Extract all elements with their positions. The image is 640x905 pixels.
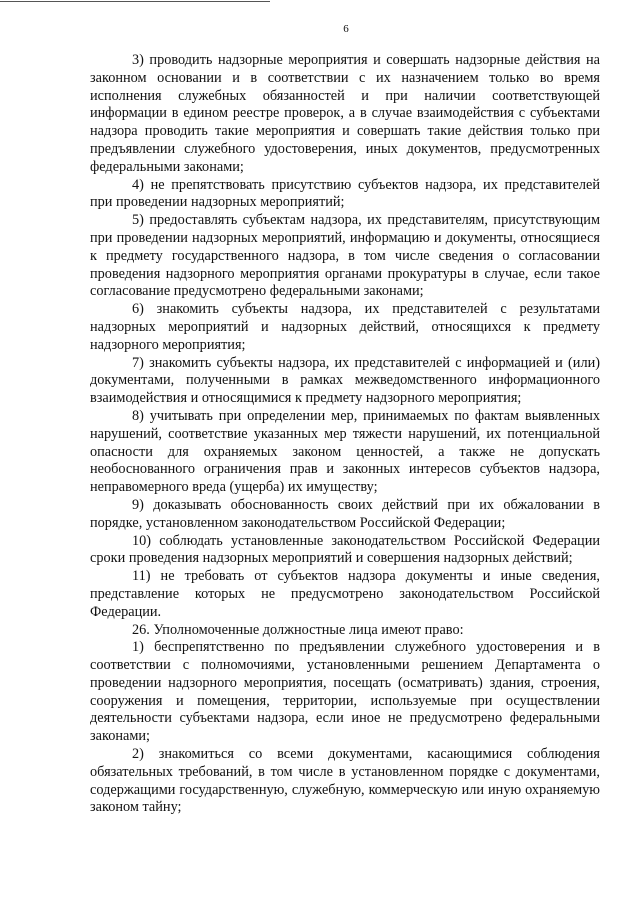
paragraph-item-4: 4) не препятствовать присутствию субъектов надзора, их представителей при проведении надзорных мероприятий; — [90, 176, 600, 211]
section-26-heading: 26. Уполномоченные должностные лица имеют право: — [132, 621, 464, 638]
document-body — [90, 52, 600, 817]
paragraph-item-8: 8) учитывать при определении мер, принимаемых по фактам выявленных нарушений, соответствие указанных мер тяжести нарушений, их потенциальной опасности для охраняемых законом ценностей, а также не допускать необоснованного ограничения прав и законных интересов субъектов надзора, неправомерного вреда (ущерба) их имуществу; — [90, 407, 600, 496]
paragraph-item-6: 6) знакомить субъекты надзора, их представителей с результатами надзорных мероприятий и надзорных действий, относящихся к предмету надзорного мероприятия; — [90, 301, 600, 353]
paragraph-item-7: 7) знакомить субъекты надзора, их представителей с информацией и (или) документами, полученными в рамках межведомственного информационного взаимодействия и относящимися к предмету надзорного мероприятия; — [90, 354, 600, 407]
right-item-2: 2) знакомиться со всеми документами, касающимися соблюдения обязательных требований, в том числе в установленном порядке с документами, содержащими государственную, служебную, коммерческую или иную охраняемую законом тайну; — [90, 746, 600, 816]
right-item-1: 1) беспрепятственно по предъявлении служебного удостоверения и в соответствии с полномочиями, установленными решением Департамента о проведении надзорного мероприятия, посещать (осматривать) здания, строения, сооружения и помещения, территории, используемые при осуществлении деятельности субъектами надзора, если иное не предусмотрено федеральными законами; — [90, 639, 600, 745]
paragraph-item-11: 11) не требовать от субъектов надзора документы и иные сведения, представление которых не предусмотрено законодательством Российской Федерации. — [90, 568, 600, 620]
paragraph-item-5: 5) предоставлять субъектам надзора, их представителям, присутствующим при проведении надзорных мероприятий, информацию и документы, относящиеся к предмету государственного надзора, в том числе сведения о согласовании проведения надзорного мероприятия органами прокуратуры в случае, если такое согласование предусмотрено федеральными законами; — [90, 212, 600, 300]
paragraph-item-9: 9) доказывать обоснованность своих действий при их обжаловании в порядке, установленном законодательством Российской Федерации; — [90, 496, 600, 531]
paragraph-item-3: 3) проводить надзорные мероприятия и совершать надзорные действия на законном основании и в соответствии с их назначением только во время исполнения служебных обязанностей и при наличии соответствующей информации в едином реестре проверок, а в случае взаимодействия с субъектами надзора проводить такие мероприятия и совершать такие действия только при предъявлении служебного удостоверения, иных документов, предусмотренных федеральными законами; — [90, 52, 600, 175]
page-number: 6 — [343, 23, 349, 35]
paragraph-item-10: 10) соблюдать установленные законодательством Российской Федерации сроки проведения надзорных мероприятий и совершения надзорных действий; — [90, 532, 600, 567]
top-rule — [0, 1, 270, 2]
